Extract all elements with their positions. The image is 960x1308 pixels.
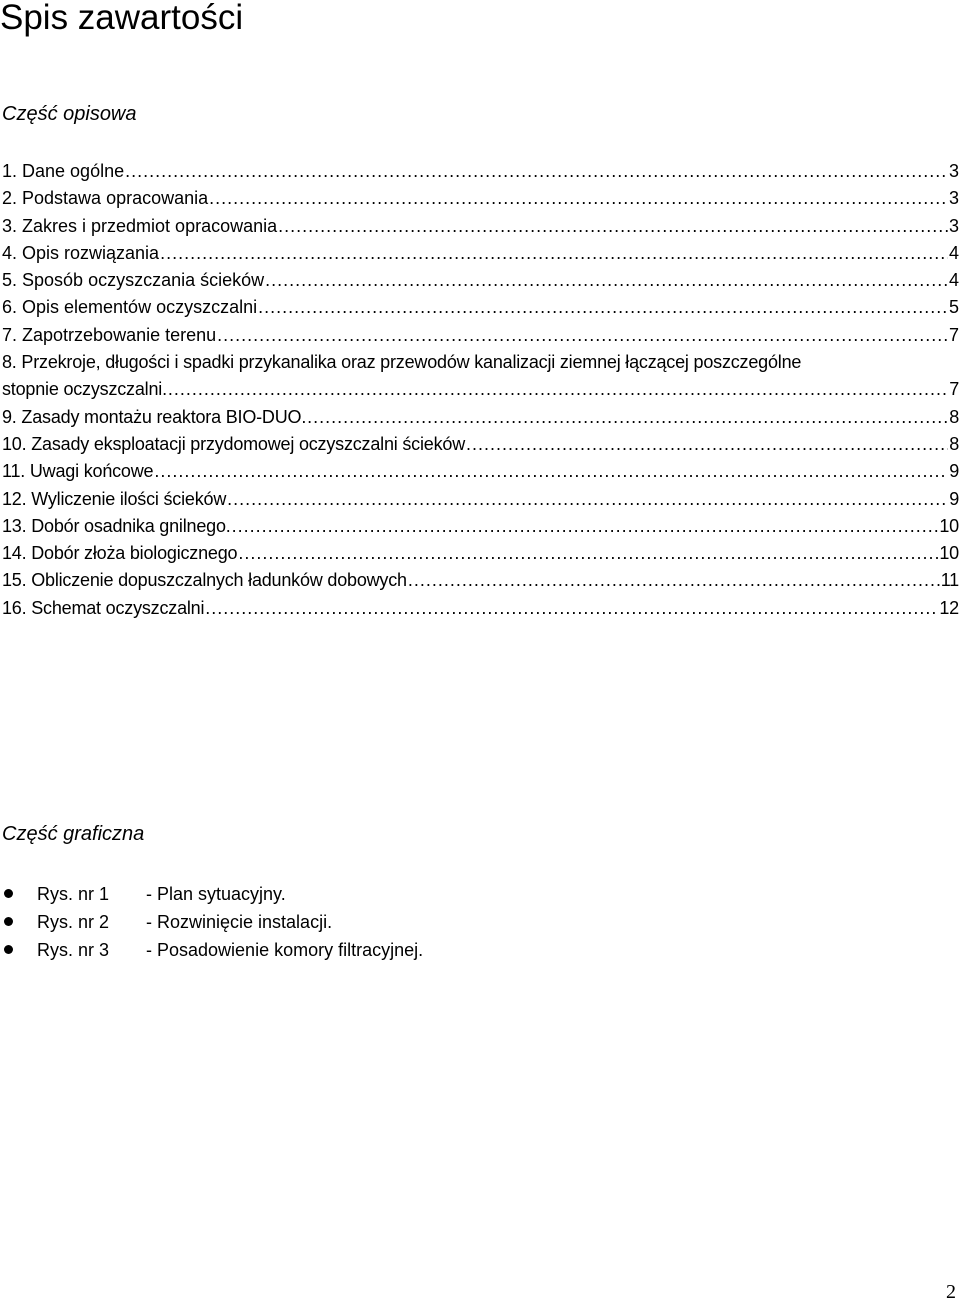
toc-entry[interactable] xyxy=(2,513,959,540)
drawing-item xyxy=(0,936,423,964)
toc-entry[interactable] xyxy=(2,185,959,212)
toc-dot-leader xyxy=(258,294,948,321)
toc-entry-page: 4 xyxy=(948,242,959,263)
toc-dot-leader xyxy=(160,240,948,267)
section-heading-graphic: Część graficzna xyxy=(2,823,145,845)
drawing-number: Rys. nr 1 xyxy=(37,884,110,904)
toc-dot-leader xyxy=(408,567,940,594)
toc-entry-title: 2. Podstawa opracowania xyxy=(2,188,209,209)
toc-entry-title: 14. Dobór złoża biologicznego xyxy=(2,543,238,564)
toc-dot-leader xyxy=(209,185,948,212)
toc-entry-page: 9 xyxy=(949,461,959,482)
drawing-item xyxy=(0,908,423,936)
toc-entry[interactable] xyxy=(2,540,959,567)
toc-entry-title: 11. Uwagi końcowe xyxy=(2,461,154,482)
toc-entry[interactable] xyxy=(2,431,959,458)
toc-entry-page: 12 xyxy=(939,597,959,618)
toc-entry-title: 15. Obliczenie dopuszczalnych ładunków dobowych xyxy=(2,570,407,591)
toc-entry-page: 7 xyxy=(949,379,959,400)
toc-entry-page: 11 xyxy=(940,570,959,591)
toc-entry[interactable] xyxy=(2,240,959,267)
toc-entry[interactable] xyxy=(2,404,959,431)
drawing-description: - Posadowienie komory filtracyjnej. xyxy=(146,940,424,961)
toc-entry-title: 5. Sposób oczyszczania ścieków xyxy=(2,270,265,291)
toc-entry-page: 10 xyxy=(939,543,959,564)
toc-dot-leader xyxy=(466,431,948,458)
toc-dot-leader xyxy=(205,595,938,622)
toc-entry-page: 3 xyxy=(948,215,959,236)
bullet-icon xyxy=(4,889,13,898)
toc-entry[interactable] xyxy=(2,595,959,622)
toc-entry-page: 8 xyxy=(949,433,959,454)
toc-entry-title-continuation: stopnie oczyszczalni. xyxy=(2,379,167,400)
toc-entry[interactable] xyxy=(2,567,959,594)
drawings-list xyxy=(0,880,423,965)
bullet-icon xyxy=(4,917,13,926)
toc-dot-leader xyxy=(265,267,948,294)
toc-entry-title: 12. Wyliczenie ilości ścieków xyxy=(2,488,227,509)
table-of-contents xyxy=(2,158,959,622)
toc-entry[interactable] xyxy=(2,458,959,485)
toc-dot-leader xyxy=(168,376,948,403)
bullet-icon xyxy=(4,945,13,954)
toc-entry-title: 16. Schemat oczyszczalni xyxy=(2,597,205,618)
toc-entry-page: 4 xyxy=(948,270,959,291)
toc-dot-leader xyxy=(125,158,948,185)
toc-dot-leader xyxy=(238,540,938,567)
toc-entry[interactable] xyxy=(2,349,959,404)
drawing-number: Rys. nr 2 xyxy=(37,912,110,933)
toc-dot-leader xyxy=(227,486,948,513)
toc-entry-title: 10. Zasady eksploatacji przydomowej oczyszczalni ścieków xyxy=(2,433,465,454)
toc-entry[interactable] xyxy=(2,486,959,513)
toc-dot-leader xyxy=(154,458,948,485)
toc-entry-title: 9. Zasady montażu reaktora BIO-DUO. xyxy=(2,406,307,427)
toc-entry-page: 9 xyxy=(949,488,959,509)
drawing-item xyxy=(0,880,423,908)
toc-entry-page: 8 xyxy=(949,406,959,427)
toc-entry-page: 7 xyxy=(948,324,959,345)
page-title: Spis zawartości xyxy=(0,0,244,37)
toc-entry[interactable] xyxy=(2,213,959,240)
drawing-number: Rys. nr 3 xyxy=(37,940,110,961)
section-heading-descriptive: Część opisowa xyxy=(2,103,137,125)
toc-entry-page: 3 xyxy=(948,188,959,209)
toc-entry-title: 8. Przekroje, długości i spadki przykanalika oraz przewodów kanalizacji ziemnej łączącej poszczególne xyxy=(2,352,802,373)
toc-entry-title: 1. Dane ogólne xyxy=(2,161,125,181)
toc-entry-title: 6. Opis elementów oczyszczalni xyxy=(2,297,258,318)
toc-entry-title: 13. Dobór osadnika gnilnego. xyxy=(2,515,231,536)
toc-entry[interactable] xyxy=(2,294,959,321)
toc-entry-page: 10 xyxy=(939,515,959,536)
toc-entry-page: 3 xyxy=(948,161,959,181)
toc-entry[interactable] xyxy=(2,158,959,185)
toc-entry-page: 5 xyxy=(948,297,959,318)
toc-dot-leader xyxy=(217,322,948,349)
drawing-description: - Rozwinięcie instalacji. xyxy=(146,912,333,933)
toc-dot-leader xyxy=(232,513,939,540)
page-number: 2 xyxy=(946,1281,956,1303)
toc-dot-leader xyxy=(307,404,948,431)
drawing-description: - Plan sytuacyjny. xyxy=(146,884,286,904)
toc-entry[interactable] xyxy=(2,267,959,294)
toc-entry-title: 4. Opis rozwiązania xyxy=(2,242,160,263)
toc-entry-title: 3. Zakres i przedmiot opracowania xyxy=(2,215,278,236)
toc-dot-leader xyxy=(278,213,948,240)
toc-entry[interactable] xyxy=(2,322,959,349)
toc-entry-title: 7. Zapotrzebowanie terenu xyxy=(2,324,217,345)
